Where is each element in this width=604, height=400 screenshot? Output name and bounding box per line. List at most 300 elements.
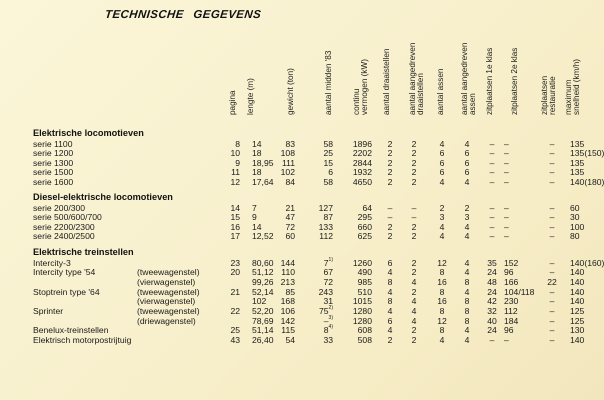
cell-assen-value: 6 [439,157,445,168]
cell-aangedreven-draaistellen [410,335,418,345]
cell-aangedreven-draaistellen [410,148,418,158]
cell-zitplaatsen-2e-klas [504,222,509,232]
cell-zitplaatsen-2e-klas-value: 96 [504,325,514,336]
cell-aangedreven-assen [461,325,473,335]
cell-aangedreven-draaistellen-value: 2 [411,231,417,242]
row-label-value: Sprinter [33,306,64,316]
cell-pagina-value: 10 [230,148,240,159]
cell-zitplaatsen-2e-klas-value: – [504,212,509,223]
cell-lengte [252,222,262,232]
cell-zitplaatsen-2e-klas-value: 112 [504,306,518,316]
cell-maximum-snelheid [570,203,580,213]
cell-continu-vermogen-value: 1280 [352,306,372,316]
cell-lengte-value: 12,52 [252,231,274,242]
cell-aantal-midden-83-value: 15 [323,157,333,168]
row-sublabel-value: (vierwagenstel) [137,296,196,307]
cell-maximum-snelheid-value: 60 [570,202,580,213]
section-heading: Elektrische treinstellen [33,247,134,257]
cell-gewicht-value: 60 [285,231,295,242]
cell-zitplaatsen-1e-klas [485,212,499,222]
cell-gewicht-value: 168 [280,296,295,307]
cell-restauratie [545,335,559,345]
cell-lengte [252,139,262,149]
cell-aangedreven-draaistellen [410,139,418,149]
cell-assen-value: 8 [439,325,445,336]
cell-maximum-snelheid-value: 140(160) [570,257,604,268]
cell-aangedreven-assen-value: 4 [464,257,470,268]
cell-zitplaatsen-2e-klas-value: 184 [504,315,519,326]
cell-lengte-value: 14 [252,221,262,232]
cell-assen-value: 16 [437,276,447,287]
cell-continu-vermogen [353,139,372,149]
cell-aangedreven-assen [461,212,473,222]
cell-gewicht [281,306,295,316]
cell-continu-vermogen [353,306,372,316]
cell-maximum-snelheid-value: 135 [570,138,585,149]
cell-lengte-value: 78,69 [252,315,274,326]
cell-aantal-midden-83-value: 67 [323,267,333,278]
cell-pagina-value: 8 [235,138,240,149]
column-header-line: restauratie [548,76,557,115]
cell-restauratie-value: – [549,202,555,213]
cell-zitplaatsen-1e-klas [485,177,499,187]
cell-aantal-midden-83 [323,212,333,222]
cell-continu-vermogen-value: 510 [357,286,372,297]
table-row [0,316,600,326]
cell-pagina [230,148,240,158]
row-label-value: serie 200/300 [33,202,86,213]
cell-aantal-midden-83-value: 33 [323,335,333,346]
cell-zitplaatsen-1e-klas-value: 35 [487,257,497,268]
cell-assen-value: 4 [439,231,445,242]
cell-assen-value: 3 [439,212,445,223]
cell-pagina [235,158,240,168]
cell-aangedreven-draaistellen [410,177,418,187]
table-row [0,335,600,345]
cell-continu-vermogen [358,212,372,222]
column-header-line: snelheid (km/h) [572,59,581,115]
column-header-maximum-snelheid [562,3,581,115]
cell-gewicht [281,277,295,287]
row-label [33,177,73,187]
cell-assen-value: 8 [439,267,445,278]
table-row [0,139,600,149]
table-row [0,231,600,241]
cell-aangedreven-assen-value: 4 [464,286,470,297]
column-header-zitplaatsen-1e-klas [483,3,497,115]
cell-zitplaatsen-1e-klas [485,167,499,177]
cell-aangedreven-assen-value: 8 [464,306,470,316]
cell-draaistellen-value: 2 [387,231,393,242]
footnote-marker: 2) [328,305,333,311]
cell-maximum-snelheid [570,306,584,316]
cell-pagina-value: 12 [230,176,240,187]
row-label [33,231,95,241]
cell-zitplaatsen-1e-klas [485,158,499,168]
cell-zitplaatsen-1e-klas-value: – [489,157,495,168]
cell-maximum-snelheid-value: 140 [570,335,585,346]
column-header-line: continu [352,88,361,115]
cell-maximum-snelheid [570,139,584,149]
cell-draaistellen-value: 6 [387,315,393,326]
row-sublabel [137,306,200,316]
row-label-value: serie 2400/2500 [33,231,95,242]
row-label-value: Intercity-3 [33,257,71,268]
cell-aangedreven-draaistellen [410,203,418,213]
cell-aangedreven-draaistellen [410,296,418,306]
cell-zitplaatsen-1e-klas-value: – [489,148,495,159]
cell-zitplaatsen-1e-klas-value: 24 [487,325,497,336]
column-header-line: zitplaatsen 1e klas [485,47,494,115]
column-header-line: gewicht (ton) [286,68,295,115]
cell-lengte [252,267,274,277]
cell-restauratie [545,287,559,297]
cell-zitplaatsen-1e-klas-value: – [489,176,495,187]
cell-aangedreven-assen-value: 4 [464,231,470,242]
cell-aangedreven-assen [461,306,473,316]
cell-draaistellen [386,231,394,241]
cell-assen-value: 16 [437,296,447,307]
cell-maximum-snelheid-value: 125 [570,315,585,326]
row-sublabel-value: (vierwagenstel) [137,276,196,287]
row-sublabel-value: (tweewagenstel) [137,267,200,278]
cell-zitplaatsen-1e-klas-value: 32 [487,306,497,316]
cell-restauratie [545,267,559,277]
cell-continu-vermogen-value: 295 [357,212,372,223]
cell-draaistellen-value: 4 [387,325,393,336]
cell-lengte [252,212,257,222]
column-header-aantal-draaistellen [380,3,394,115]
cell-aantal-midden-83 [328,167,333,177]
cell-aantal-midden-83-value: 87 [323,212,333,223]
cell-assen [436,222,448,232]
cell-assen [436,203,448,213]
cell-continu-vermogen [362,203,372,213]
cell-aantal-midden-83-value: 25 [323,148,333,159]
table-row [0,212,600,222]
row-label [33,267,95,277]
column-header-aantal-aangedreven-assen [458,3,477,115]
cell-draaistellen [386,335,394,345]
row-label [33,158,73,168]
cell-restauratie [545,158,559,168]
table-row [0,203,600,213]
cell-restauratie-value: – [549,325,555,336]
cell-zitplaatsen-1e-klas [485,316,499,326]
row-sublabel [137,287,200,297]
cell-aangedreven-draaistellen-value: 2 [411,138,417,149]
row-sublabel-value: (tweewagenstel) [137,306,200,316]
cell-pagina [230,335,240,345]
cell-aangedreven-assen [461,287,473,297]
cell-restauratie [545,325,559,335]
cell-zitplaatsen-2e-klas [504,316,518,326]
cell-aantal-midden-83 [324,258,333,268]
cell-gewicht-value: 108 [280,148,295,159]
cell-gewicht [281,167,295,177]
row-label [33,287,100,297]
table-row [0,222,600,232]
cell-gewicht-value: 72 [285,221,295,232]
row-label-value: serie 1100 [33,138,73,149]
cell-lengte-value: 18,95 [252,157,274,168]
column-header-pagina [226,3,240,115]
row-label [33,325,108,335]
cell-restauratie-value: – [549,306,555,316]
cell-restauratie [545,139,559,149]
cell-draaistellen [386,212,394,222]
row-label-value: serie 1600 [33,176,74,187]
cell-restauratie [545,212,559,222]
row-sublabel-value: (driewagenstel) [137,315,196,326]
cell-gewicht-value: 84 [285,176,295,187]
cell-zitplaatsen-1e-klas-value: – [489,335,495,346]
cell-aangedreven-assen [461,267,473,277]
cell-aangedreven-draaistellen [410,258,418,268]
cell-pagina [230,177,240,187]
cell-zitplaatsen-2e-klas-value: 152 [504,257,519,268]
cell-aangedreven-assen [461,158,473,168]
cell-zitplaatsen-2e-klas [504,158,509,168]
cell-aantal-midden-83 [319,287,333,297]
cell-maximum-snelheid [570,167,584,177]
cell-zitplaatsen-2e-klas [504,277,518,287]
cell-aangedreven-draaistellen-value: 2 [411,148,417,159]
cell-gewicht-value: 142 [280,315,295,326]
cell-draaistellen-value: 6 [387,257,393,268]
cell-aantal-midden-83-value: 58 [323,176,333,187]
cell-aantal-midden-83-value: 72 [323,276,333,287]
cell-lengte-value: 51,14 [252,325,274,336]
cell-zitplaatsen-1e-klas-value: 24 [487,286,497,297]
cell-aangedreven-assen-value: 4 [464,335,470,346]
cell-zitplaatsen-1e-klas [485,267,499,277]
cell-lengte-value: 51,12 [252,267,274,278]
cell-restauratie [545,203,559,213]
cell-restauratie-value: – [549,231,555,242]
row-label-value: serie 1500 [33,167,74,178]
cell-pagina [230,212,240,222]
cell-maximum-snelheid-value: 30 [570,212,580,223]
row-label-value: serie 500/600/700 [33,212,102,223]
cell-maximum-snelheid [570,222,584,232]
column-header-aantal-assen [434,3,448,115]
cell-assen-value: 4 [439,138,445,149]
cell-zitplaatsen-2e-klas [504,325,514,335]
cell-zitplaatsen-1e-klas-value: – [489,138,495,149]
cell-assen [436,148,448,158]
cell-aangedreven-draaistellen [410,325,418,335]
table-row [0,267,600,277]
cell-maximum-snelheid-value: 130 [570,325,585,336]
cell-pagina-value: 43 [230,335,240,346]
cell-lengte-value: 80,60 [252,257,274,268]
cell-gewicht [281,267,295,277]
cell-restauratie-value: – [549,138,555,149]
cell-gewicht-value: 85 [285,286,295,297]
cell-gewicht-value: 213 [280,276,295,287]
column-header-continu-vermogen [350,3,369,115]
cell-restauratie [545,222,559,232]
cell-continu-vermogen [358,277,372,287]
cell-lengte-value: 26,40 [252,335,274,346]
cell-restauratie-value: – [549,212,555,223]
cell-aangedreven-draaistellen [410,222,418,232]
cell-aangedreven-draaistellen-value: 4 [411,276,417,287]
cell-assen [436,167,448,177]
cell-maximum-snelheid-value: 135 [570,157,585,168]
cell-restauratie-value: – [549,148,555,159]
cell-zitplaatsen-1e-klas-value: 48 [487,276,497,287]
cell-gewicht-value: 144 [280,257,295,268]
cell-aangedreven-assen [461,222,473,232]
cell-continu-vermogen-value: 2844 [352,157,372,168]
cell-restauratie [545,177,559,187]
cell-pagina-value: 22 [230,306,240,316]
cell-zitplaatsen-2e-klas [504,231,509,241]
cell-continu-vermogen [353,148,372,158]
cell-maximum-snelheid [570,212,580,222]
cell-continu-vermogen-value: 1015 [352,296,372,307]
cell-lengte [252,316,274,326]
cell-maximum-snelheid [570,335,584,345]
cell-continu-vermogen-value: 625 [357,231,372,242]
table-row [0,158,600,168]
cell-maximum-snelheid-value: 125 [570,306,585,316]
footnote-marker: 4) [328,324,333,331]
cell-zitplaatsen-1e-klas [485,296,499,306]
cell-lengte [252,335,274,345]
cell-draaistellen-value: 2 [387,148,393,159]
cell-zitplaatsen-2e-klas [504,335,509,345]
cell-aangedreven-assen [461,203,473,213]
cell-aangedreven-draaistellen-value: 2 [411,157,417,168]
cell-lengte-value: 14 [252,138,262,149]
table-row [0,176,604,187]
cell-restauratie-value: – [549,176,555,187]
cell-draaistellen [386,139,394,149]
cell-aantal-midden-83 [323,177,333,187]
cell-zitplaatsen-2e-klas [504,177,509,187]
cell-aantal-midden-83 [323,267,333,277]
cell-aangedreven-assen-value: 4 [464,221,470,232]
table-row [0,325,600,335]
row-label-value: Intercity type '54 [33,267,96,278]
cell-pagina-value: 25 [230,325,240,336]
cell-pagina-value: 11 [231,167,240,178]
cell-assen [436,267,448,277]
cell-pagina [230,306,240,316]
cell-aangedreven-assen [461,296,473,306]
row-label [33,258,71,268]
cell-continu-vermogen-value: 608 [357,325,372,336]
cell-gewicht-value: 54 [285,335,295,346]
cell-assen [436,231,448,241]
cell-zitplaatsen-1e-klas [485,277,499,287]
cell-zitplaatsen-2e-klas-value: – [504,202,509,213]
cell-pagina-value: 23 [230,257,240,268]
cell-draaistellen [386,258,394,268]
row-sublabel [137,316,196,326]
section-heading: Diesel-elektrische locomotieven [33,192,173,202]
column-header-gewicht [284,3,298,115]
cell-gewicht [281,258,295,268]
cell-draaistellen-value: 8 [387,276,393,287]
cell-draaistellen-value: 2 [387,176,393,187]
cell-aangedreven-assen-value: 2 [464,202,470,213]
cell-aangedreven-draaistellen [410,316,418,326]
cell-aangedreven-assen-value: 4 [464,138,470,149]
cell-lengte [252,306,274,316]
cell-aangedreven-assen [461,177,473,187]
cell-restauratie-value: – [549,157,555,168]
cell-aangedreven-draaistellen [410,158,418,168]
cell-restauratie [545,277,559,287]
cell-draaistellen [386,325,394,335]
cell-lengte-value: 18 [252,167,262,178]
cell-restauratie [545,167,559,177]
cell-draaistellen [386,316,394,326]
cell-aangedreven-assen-value: 8 [464,315,470,326]
cell-aantal-midden-83 [319,222,333,232]
cell-continu-vermogen [358,287,372,297]
cell-gewicht [285,212,295,222]
cell-aangedreven-draaistellen [410,277,418,287]
cell-aangedreven-assen-value: 8 [464,296,470,307]
row-label [33,203,85,213]
cell-restauratie-value: – [549,286,555,297]
table-row [0,277,600,287]
cell-lengte [252,167,262,177]
cell-gewicht-value: 115 [281,325,295,336]
row-sublabel [137,267,200,277]
cell-restauratie-value: – [549,315,555,326]
cell-gewicht [285,222,295,232]
cell-aangedreven-draaistellen-value: – [411,202,417,213]
cell-zitplaatsen-2e-klas-value: 96 [504,267,514,278]
cell-zitplaatsen-1e-klas [485,325,499,335]
cell-pagina-value: 21 [230,286,240,297]
cell-restauratie [545,316,559,326]
cell-draaistellen [386,267,394,277]
cell-maximum-snelheid [570,148,604,158]
cell-zitplaatsen-1e-klas [485,203,499,213]
cell-zitplaatsen-2e-klas-value: – [504,221,509,232]
cell-restauratie-value: – [549,257,555,268]
cell-aangedreven-assen-value: 6 [464,167,470,178]
row-sublabel [137,277,195,287]
cell-continu-vermogen [353,177,372,187]
cell-assen [436,212,448,222]
cell-maximum-snelheid [570,231,580,241]
cell-continu-vermogen [358,231,372,241]
cell-maximum-snelheid [570,267,584,277]
cell-zitplaatsen-2e-klas-value: 104/118 [504,286,535,297]
cell-maximum-snelheid-value: 80 [570,231,580,242]
cell-pagina [230,231,240,241]
cell-continu-vermogen-value: 1260 [352,257,372,268]
cell-aantal-midden-83-value: 31 [323,296,333,307]
cell-draaistellen [386,177,394,187]
cell-gewicht-value: 106 [280,306,295,316]
cell-zitplaatsen-2e-klas [504,139,509,149]
cell-maximum-snelheid-value: 140 [570,286,585,297]
cell-draaistellen-value: – [387,212,393,223]
cell-gewicht [285,203,295,213]
cell-aantal-midden-83 [323,148,333,158]
cell-restauratie [545,306,559,316]
cell-aantal-midden-83 [323,158,333,168]
